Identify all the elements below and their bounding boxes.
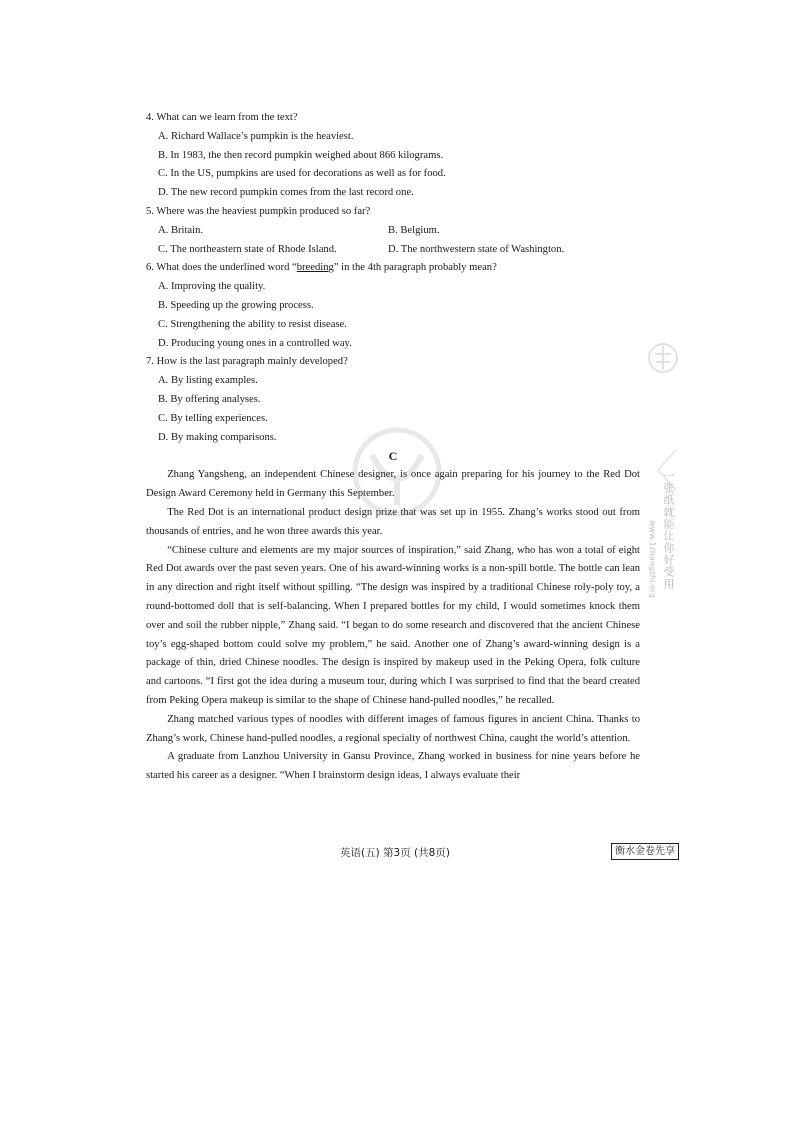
question-4-option-c: C. In the US, pumpkins are used for decorations as well as for food. xyxy=(158,168,446,180)
question-6-option-c: C. Strengthening the ability to resist disease. xyxy=(158,318,347,330)
question-5-option-c: C. The northeastern state of Rhode Island. xyxy=(158,243,337,255)
question-7-option-a: A. By listing examples. xyxy=(158,375,258,387)
question-6-stem xyxy=(146,259,640,278)
passage-paragraph-1: Zhang Yangsheng, an independent Chinese designer, is once again preparing for his journey to the Red Dot Design Award Ceremony held in Germany this September. xyxy=(146,469,640,500)
question-6-option-d: D. Producing young ones in a controlled way. xyxy=(158,337,352,349)
question-4-option-a: A. Richard Wallace’s pumpkin is the heaviest. xyxy=(158,130,354,142)
question-5-option-d: D. The northwestern state of Washington. xyxy=(388,243,565,255)
question-4-option-d: D. The new record pumpkin comes from the last record one. xyxy=(158,187,414,199)
question-6-stem-before: 6. What does the underlined word “ xyxy=(146,262,297,274)
question-5-options-row-2 xyxy=(158,241,640,260)
question-5-stem: 5. Where was the heaviest pumpkin produced so far? xyxy=(146,205,371,217)
question-5-options-row-1 xyxy=(158,222,640,241)
question-5-option-b: B. Belgium. xyxy=(388,224,440,236)
question-6-stem-after: ” in the 4th paragraph probably mean? xyxy=(333,262,497,274)
publisher-badge: 衡水金卷先享 xyxy=(611,843,679,860)
page-number-label: 英语(五) 第3页 (共8页) xyxy=(340,847,450,859)
question-6-option-b: B. Speeding up the growing process. xyxy=(158,299,314,311)
watermark-logo-icon xyxy=(350,425,444,519)
passage-paragraph-5: A graduate from Lanzhou University in Gansu Province, Zhang worked in business for nine years before he started his career as a designer. “When I brainstorm design ideas, I always evaluate their xyxy=(146,751,640,782)
question-7-stem: 7. How is the last paragraph mainly developed? xyxy=(146,356,348,368)
side-watermark-url: www.1zhangzhi.org xyxy=(648,520,657,599)
passage-paragraph-2: The Red Dot is an international product design prize that was set up in 1955. Zhang’s works stood out from thousands of entries, and he won three awards this year. xyxy=(146,506,640,537)
question-7-option-d: D. By making comparisons. xyxy=(158,431,277,443)
passage-paragraph-4: Zhang matched various types of noodles with different images of famous figures in ancient China. Thanks to Zhang’s work, Chinese hand-pulled noodles, a regional specialty of northwest China, caught the world’s attention. xyxy=(146,713,640,744)
question-5-option-a: A. Britain. xyxy=(158,224,204,236)
question-4-stem: 4. What can we learn from the text? xyxy=(146,112,298,123)
question-7-option-c: C. By telling experiences. xyxy=(158,412,268,424)
side-watermark-text: 一张纸就能让你好受用 xyxy=(662,470,675,590)
question-7-option-b: B. By offering analyses. xyxy=(158,393,261,405)
passage-paragraph-3: “Chinese culture and elements are my major sources of inspiration,” said Zhang, who has won a total of eight Red Dot awards over the past seven years. One of his award-winning works is a non-spill bottle. The bottle can lean in any direction and right itself without spilling. “The design was inspired by a traditional Chinese roly-poly toy, a round-bottomed doll that is self-balancing. When I prepared bottles for my child, I would sometimes knock them over and soil the rubber nipple,” Zhang said. “I began to do some research and discovered that the ancient Chinese toy’s egg-shaped bottom could solve my problem,” he said. Another one of Zhang’s award-winning design is a package of thin, dried Chinese noodles. The design is inspired by makeup used in the Peking Opera, folk culture and cartoons. “I first got the idea during a museum tour, during which I was surprised to find that the beard created from Peking Opera makeup is similar to the shape of Chinese hand-pulled noodles,” he recalled. xyxy=(146,544,640,706)
question-4-option-b: B. In 1983, the then record pumpkin weighed about 866 kilograms. xyxy=(158,149,444,161)
question-6-option-a: A. Improving the quality. xyxy=(158,281,266,293)
section-title: C xyxy=(388,449,398,464)
underlined-word: breeding xyxy=(296,262,334,274)
